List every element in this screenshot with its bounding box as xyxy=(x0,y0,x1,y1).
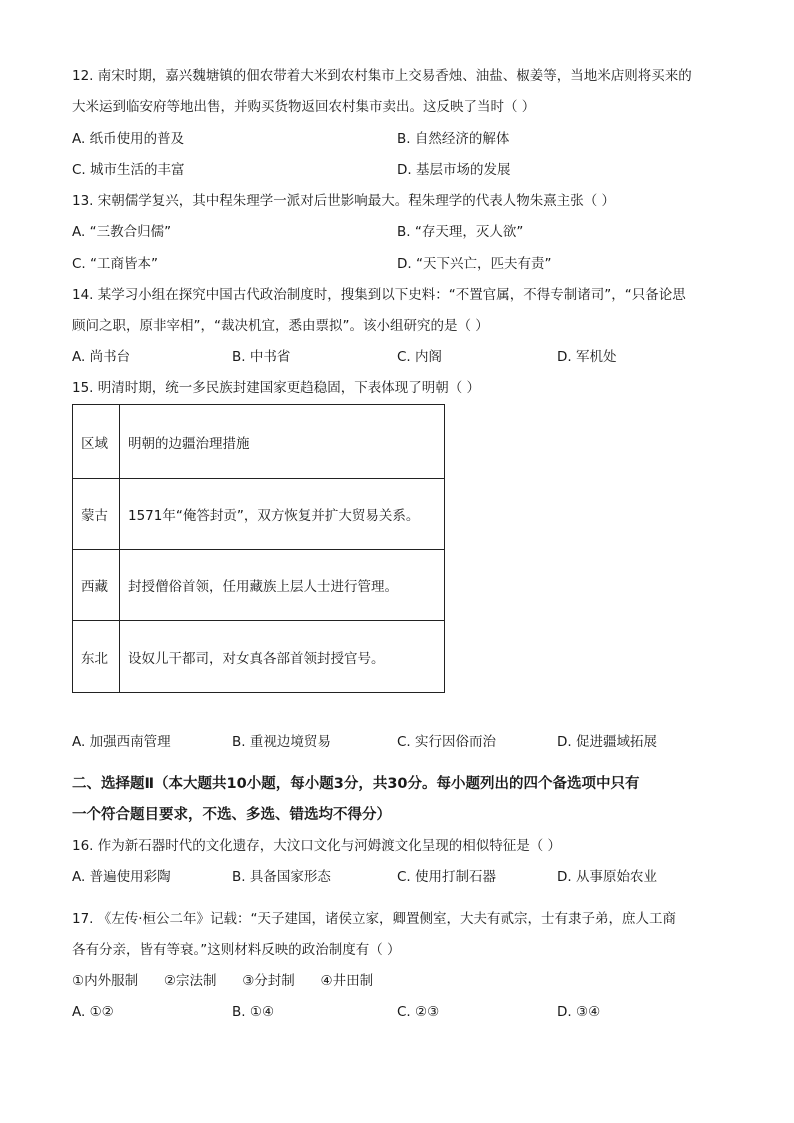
q17-stem-line1: 17. 《左传·桓公二年》记载：“天子建国，诸侯立家，卿置侧室，大夫有贰宗，士有隶子弟，庶人工商 xyxy=(72,911,677,927)
q16-option-a[interactable]: A. 普遍使用彩陶 xyxy=(72,869,171,885)
q14-option-c[interactable]: C. 内阁 xyxy=(397,349,443,365)
table-header-cell: 明朝的边疆治理措施 xyxy=(120,405,445,479)
table-cell-region: 西藏 xyxy=(73,550,120,621)
q14-option-d[interactable]: D. 军机处 xyxy=(557,349,617,365)
table-cell-region: 东北 xyxy=(73,621,120,693)
q13-option-c[interactable]: C. “工商皆本” xyxy=(72,256,158,272)
table-cell-region: 蒙古 xyxy=(73,479,120,550)
q14-stem-line1: 14. 某学习小组在探究中国古代政治制度时，搜集到以下史料：“不置官属，不得专制诸司”，“只备论思 xyxy=(72,287,686,303)
q15-option-b[interactable]: B. 重视边境贸易 xyxy=(232,734,331,750)
q15-option-a[interactable]: A. 加强西南管理 xyxy=(72,734,171,750)
table-row xyxy=(73,479,445,550)
q12-option-c[interactable]: C. 城市生活的丰富 xyxy=(72,162,185,178)
q17-option-a[interactable]: A. ①② xyxy=(72,1004,114,1020)
q17-option-d[interactable]: D. ③④ xyxy=(557,1004,601,1020)
q13-option-d[interactable]: D. “天下兴亡，匹夫有责” xyxy=(397,256,552,272)
q15-option-c[interactable]: C. 实行因俗而治 xyxy=(397,734,497,750)
q13-option-a[interactable]: A. “三教合归儒” xyxy=(72,224,172,240)
q14-stem-line2: 顾问之职，原非宰相”，“裁决机宜，悉由票拟”。该小组研究的是（ ） xyxy=(72,318,489,334)
section2-heading-line2: 一个符合题目要求，不选、多选、错选均不得分） xyxy=(72,807,391,823)
q12-option-a[interactable]: A. 纸币使用的普及 xyxy=(72,131,185,147)
q16-option-b[interactable]: B. 具备国家形态 xyxy=(232,869,331,885)
q17-items: ①内外服制 ②宗法制 ③分封制 ④井田制 xyxy=(72,973,374,989)
table-cell-measure: 设奴儿干都司，对女真各部首领封授官号。 xyxy=(120,621,445,693)
q13-option-b[interactable]: B. “存天理，灭人欲” xyxy=(397,224,524,240)
q17-option-b[interactable]: B. ①④ xyxy=(232,1004,275,1020)
q15-stem-line1: 15. 明清时期，统一多民族封建国家更趋稳固，下表体现了明朝（ ） xyxy=(72,380,481,396)
table-row xyxy=(73,550,445,621)
q17-stem-line2: 各有分亲，皆有等衰。”这则材料反映的政治制度有（ ） xyxy=(72,942,401,958)
q16-option-c[interactable]: C. 使用打制石器 xyxy=(397,869,497,885)
q15-option-d[interactable]: D. 促进疆域拓展 xyxy=(557,734,657,750)
q16-option-d[interactable]: D. 从事原始农业 xyxy=(557,869,657,885)
section2-heading-line1: 二、选择题Ⅱ（本大题共10小题，每小题3分，共30分。每小题列出的四个备选项中只有 xyxy=(72,776,640,792)
table-header-row xyxy=(73,405,445,479)
q14-option-a[interactable]: A. 尚书台 xyxy=(72,349,131,365)
q16-stem-line1: 16. 作为新石器时代的文化遗存，大汶口文化与河姆渡文化呈现的相似特征是（ ） xyxy=(72,838,562,854)
q12-option-d[interactable]: D. 基层市场的发展 xyxy=(397,162,511,178)
q15-table xyxy=(72,404,445,693)
q14-option-b[interactable]: B. 中书省 xyxy=(232,349,291,365)
q12-stem-line1: 12. 南宋时期，嘉兴魏塘镇的佃农带着大米到农村集市上交易香烛、油盐、椒姜等，当地米店则将买来的 xyxy=(72,68,692,84)
table-cell-measure: 封授僧俗首领，任用藏族上层人士进行管理。 xyxy=(120,550,445,621)
table-row xyxy=(73,621,445,693)
q12-option-b[interactable]: B. 自然经济的解体 xyxy=(397,131,510,147)
q17-option-c[interactable]: C. ②③ xyxy=(397,1004,440,1020)
table-cell-measure: 1571年“俺答封贡”，双方恢复并扩大贸易关系。 xyxy=(120,479,445,550)
q13-stem-line1: 13. 宋朝儒学复兴，其中程朱理学一派对后世影响最大。程朱理学的代表人物朱熹主张（ ） xyxy=(72,193,616,209)
table-header-cell: 区域 xyxy=(73,405,120,479)
q12-stem-line2: 大米运到临安府等地出售，并购买货物返回农村集市卖出。这反映了当时（ ） xyxy=(72,99,536,115)
